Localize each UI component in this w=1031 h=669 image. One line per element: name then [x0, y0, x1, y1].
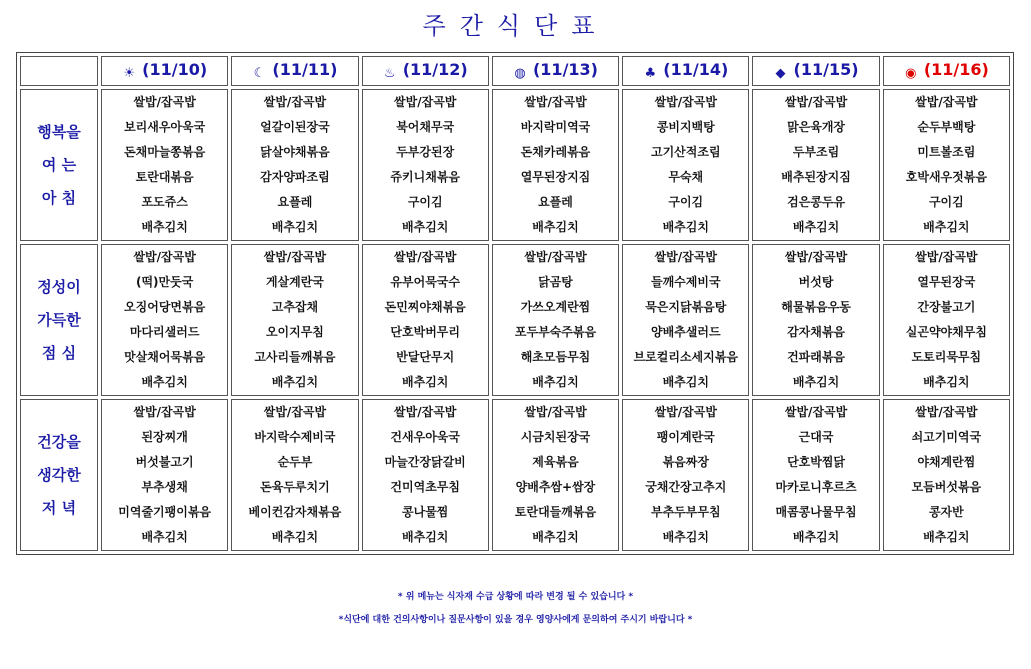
- menu-item: 쌀밥/잡곡밥: [133, 95, 196, 109]
- day-header-0: [101, 56, 228, 86]
- menu-cell: [883, 89, 1010, 241]
- day-label: (11/10): [142, 60, 208, 79]
- menu-cell: [101, 89, 228, 241]
- menu-item: 쌀밥/잡곡밥: [263, 405, 327, 419]
- menu-item: 부추생채: [141, 480, 188, 494]
- menu-cell: [883, 399, 1010, 551]
- meal-label-line: 생각한: [37, 465, 81, 484]
- menu-item: 배추김치: [271, 375, 319, 389]
- day-header-4: [622, 56, 749, 86]
- gold-icon: ◆: [775, 66, 786, 81]
- menu-item: 야채계란찜: [917, 455, 976, 469]
- menu-item: 열무된장국: [917, 275, 976, 289]
- meal-label: [20, 399, 98, 551]
- earth-icon: ◉: [905, 66, 917, 81]
- menu-item: 돈채카레볶음: [520, 145, 591, 159]
- menu-item: 쌀밥/잡곡밥: [915, 405, 978, 419]
- menu-cell: [101, 399, 228, 551]
- menu-item: 배추된장지짐: [781, 170, 851, 184]
- menu-item: 배추김치: [271, 220, 319, 234]
- meal-label: [20, 89, 98, 241]
- menu-item: 배추김치: [141, 375, 188, 389]
- meal-label-line: 행복을: [37, 122, 81, 141]
- menu-cell: [231, 89, 358, 241]
- menu-item: 구이김: [407, 195, 443, 209]
- menu-item: 토란대볶음: [135, 170, 194, 184]
- meal-label-line: 아 침: [41, 188, 77, 207]
- menu-item: 쌀밥/잡곡밥: [263, 250, 327, 264]
- menu-cell: [622, 89, 749, 241]
- menu-item: 배추김치: [141, 220, 188, 234]
- menu-item: 쌀밥/잡곡밥: [524, 405, 587, 419]
- menu-cell: [101, 244, 228, 396]
- menu-item: 건미역초무침: [390, 480, 460, 494]
- menu-item: 궁채간장고추지: [645, 480, 727, 494]
- menu-item: 게살계란국: [265, 275, 324, 289]
- menu-item: 순두부백탕: [917, 120, 976, 134]
- menu-item: 오이지무침: [265, 325, 324, 339]
- menu-item: 쌀밥/잡곡밥: [784, 95, 848, 109]
- menu-item: 마다리샐러드: [129, 325, 200, 339]
- menu-item: 제육볶음: [532, 455, 579, 469]
- menu-item: 고추잡채: [271, 300, 319, 314]
- menu-cell: [752, 244, 879, 396]
- menu-item: 쌀밥/잡곡밥: [524, 95, 587, 109]
- menu-item: 콩자반: [928, 505, 964, 519]
- menu-cell: [362, 244, 489, 396]
- meal-row-dinner: [20, 399, 1010, 551]
- menu-item: 포두부숙주볶음: [514, 325, 597, 339]
- meal-rows: [20, 89, 1010, 551]
- menu-item: 바지락미역국: [520, 120, 591, 134]
- menu-item: 배추김치: [662, 530, 709, 544]
- menu-item: 쌀밥/잡곡밥: [915, 250, 978, 264]
- menu-item: 돈민찌야채볶음: [384, 300, 466, 314]
- page-title: 주간식단표: [422, 12, 609, 40]
- menu-item: 쌀밥/잡곡밥: [784, 250, 848, 264]
- meal-label-line: 건강을: [37, 432, 81, 451]
- menu-item: 배추김치: [792, 530, 840, 544]
- menu-item: 감자양파조림: [260, 170, 330, 184]
- menu-item: 오징어당면볶음: [124, 300, 206, 314]
- menu-item: 배추김치: [271, 530, 319, 544]
- menu-item: 배추김치: [402, 530, 449, 544]
- day-label: (11/15): [793, 60, 859, 79]
- menu-item: 돈채마늘쫑볶음: [124, 145, 206, 159]
- menu-item: 단호박버무리: [390, 325, 460, 339]
- menu-item: 건새우아욱국: [390, 430, 460, 444]
- menu-item: 쌀밥/잡곡밥: [524, 250, 587, 264]
- day-label: (11/16): [923, 60, 989, 79]
- menu-item: 된장찌개: [141, 430, 188, 444]
- menu-item: 열무된장지짐: [520, 170, 591, 184]
- menu-item: 부추두부무침: [650, 505, 721, 519]
- moon-icon: ☾: [253, 66, 266, 81]
- menu-item: 근대국: [798, 430, 834, 444]
- menu-item: 버섯불고기: [135, 455, 194, 469]
- menu-item: 시금치된장국: [520, 430, 591, 444]
- menu-cell: [362, 399, 489, 551]
- menu-cell: [752, 399, 879, 551]
- menu-item: 양배추쌈+쌈장: [515, 480, 596, 494]
- menu-item: 구이김: [928, 195, 964, 209]
- menu-item: 무숙채: [668, 170, 704, 184]
- menu-item: 쌀밥/잡곡밥: [654, 250, 717, 264]
- menu-item: 고사리들깨볶음: [254, 350, 336, 364]
- menu-item: 들깨수제비국: [650, 275, 721, 289]
- menu-item: 배추김치: [141, 530, 188, 544]
- notice-menu-change: * 위 메뉴는 식자재 수급 상황에 따라 변경 될 수 있습니다 *: [397, 592, 634, 602]
- menu-item: 쌀밥/잡곡밥: [915, 95, 978, 109]
- menu-item: 실곤약야채무침: [905, 325, 987, 339]
- menu-item: 닭곰탕: [538, 275, 573, 289]
- day-header-6: [883, 56, 1010, 86]
- menu-item: 두부조림: [792, 145, 840, 159]
- menu-item: 버섯탕: [798, 275, 834, 289]
- menu-item: 얼갈이된장국: [260, 120, 330, 134]
- meal-label-line: 저 녁: [41, 498, 77, 517]
- menu-item: 마늘간장닭갈비: [384, 455, 466, 469]
- menu-item: 해물볶음우동: [781, 300, 851, 314]
- menu-item: 호박새우젓볶음: [905, 170, 987, 184]
- menu-item: 순두부: [277, 455, 313, 469]
- menu-item: 간장불고기: [917, 300, 976, 314]
- menu-item: 양배추샐러드: [650, 325, 721, 339]
- menu-item: 돈육두루치기: [260, 480, 330, 494]
- menu-item: 배추김치: [792, 220, 840, 234]
- menu-item: 마카로니후르츠: [775, 480, 857, 494]
- menu-item: 포도쥬스: [141, 195, 188, 209]
- menu-item: 쌀밥/잡곡밥: [263, 95, 327, 109]
- menu-cell: [622, 244, 749, 396]
- menu-item: 팽이계란국: [656, 430, 715, 444]
- menu-item: 요플레: [538, 195, 573, 209]
- menu-item: 감자채볶음: [787, 325, 846, 339]
- sun-icon: ☀: [123, 66, 135, 81]
- menu-item: 배추김치: [923, 220, 970, 234]
- day-header-3: [492, 56, 619, 86]
- menu-item: 요플레: [277, 195, 313, 209]
- menu-item: 콩나물찜: [402, 505, 449, 519]
- menu-item: 쌀밥/잡곡밥: [133, 405, 196, 419]
- menu-item: 도토리묵무침: [911, 350, 982, 364]
- day-header-1: [231, 56, 358, 86]
- day-header-2: [362, 56, 489, 86]
- menu-item: (떡)만둣국: [135, 275, 194, 289]
- menu-cell: [231, 399, 358, 551]
- menu-item: 배추김치: [402, 375, 449, 389]
- menu-cell: [622, 399, 749, 551]
- water-icon: ◍: [514, 66, 526, 81]
- menu-item: 쌀밥/잡곡밥: [654, 405, 717, 419]
- menu-item: 가쓰오계란찜: [520, 300, 591, 314]
- menu-cell: [883, 244, 1010, 396]
- menu-item: 미트볼조림: [917, 145, 976, 159]
- menu-item: 맛살채어묵볶음: [124, 350, 206, 364]
- menu-item: 두부강된장: [396, 145, 455, 159]
- menu-item: 콩비지백탕: [656, 120, 715, 134]
- meal-label: [20, 244, 98, 396]
- menu-item: 배추김치: [923, 530, 970, 544]
- meal-label-line: 가득한: [37, 310, 81, 329]
- menu-cell: [492, 399, 619, 551]
- menu-item: 쇠고기미역국: [911, 430, 982, 444]
- menu-item: 북어채무국: [396, 120, 455, 134]
- day-label: (11/12): [402, 60, 468, 79]
- meal-label-line: 점 심: [41, 343, 77, 362]
- menu-item: 토란대들깨볶음: [514, 505, 597, 519]
- menu-item: 닭살야채볶음: [260, 145, 330, 159]
- menu-item: 쌀밥/잡곡밥: [394, 95, 457, 109]
- menu-item: 배추김치: [402, 220, 449, 234]
- menu-cell: [362, 89, 489, 241]
- menu-item: 쥬키니채볶음: [390, 170, 460, 184]
- menu-item: 쌀밥/잡곡밥: [784, 405, 848, 419]
- menu-item: 쌀밥/잡곡밥: [394, 250, 457, 264]
- meal-label-line: 정성이: [37, 277, 81, 296]
- menu-item: 검은콩두유: [787, 195, 846, 209]
- menu-item: 베이컨감자채볶음: [248, 505, 342, 519]
- menu-item: 매콤콩나물무침: [775, 505, 857, 519]
- menu-item: 구이김: [668, 195, 704, 209]
- menu-item: 건파래볶음: [787, 350, 846, 364]
- menu-item: 미역줄기팽이볶음: [118, 505, 212, 519]
- menu-item: 배추김치: [792, 375, 840, 389]
- menu-item: 배추김치: [532, 375, 579, 389]
- notice-contact-dietitian: *식단에 대한 건의사항이나 질문사항이 있을 경우 영양사에게 문의하여 주시기 바랍니다 *: [338, 615, 693, 625]
- weekly-menu-table: [16, 52, 1014, 555]
- menu-item: 바지락수제비국: [254, 430, 336, 444]
- meal-label-line: 여 는: [41, 155, 77, 174]
- menu-item: 브로컬리소세지볶음: [633, 350, 738, 364]
- menu-item: 맑은육개장: [787, 120, 846, 134]
- menu-item: 단호박찜닭: [787, 455, 846, 469]
- menu-item: 보리새우아욱국: [124, 120, 206, 134]
- menu-item: 반달단무지: [396, 350, 455, 364]
- menu-item: 배추김치: [532, 220, 579, 234]
- menu-item: 배추김치: [532, 530, 579, 544]
- menu-item: 모듬버섯볶음: [911, 480, 982, 494]
- menu-cell: [492, 89, 619, 241]
- menu-item: 유부어묵국수: [390, 275, 460, 289]
- menu-item: 배추김치: [923, 375, 970, 389]
- menu-item: 해초모듬무침: [520, 350, 591, 364]
- menu-cell: [231, 244, 358, 396]
- day-header-5: [752, 56, 879, 86]
- menu-item: 묵은지닭볶음탕: [645, 300, 727, 314]
- corner-cell: [20, 56, 98, 86]
- menu-item: 배추김치: [662, 220, 709, 234]
- menu-item: 쌀밥/잡곡밥: [394, 405, 457, 419]
- fire-icon: ♨: [383, 66, 396, 81]
- menu-item: 쌀밥/잡곡밥: [654, 95, 717, 109]
- day-label: (11/14): [663, 60, 729, 79]
- day-label: (11/13): [532, 60, 598, 79]
- meal-row-lunch: [20, 244, 1010, 396]
- day-label: (11/11): [272, 60, 338, 79]
- menu-item: 볶음짜장: [662, 455, 709, 469]
- menu-cell: [492, 244, 619, 396]
- menu-item: 쌀밥/잡곡밥: [133, 250, 196, 264]
- menu-item: 고기산적조림: [650, 145, 721, 159]
- meal-row-breakfast: [20, 89, 1010, 241]
- menu-item: 배추김치: [662, 375, 709, 389]
- tree-icon: ♣: [644, 66, 657, 81]
- day-header-row: [20, 56, 1010, 86]
- menu-cell: [752, 89, 879, 241]
